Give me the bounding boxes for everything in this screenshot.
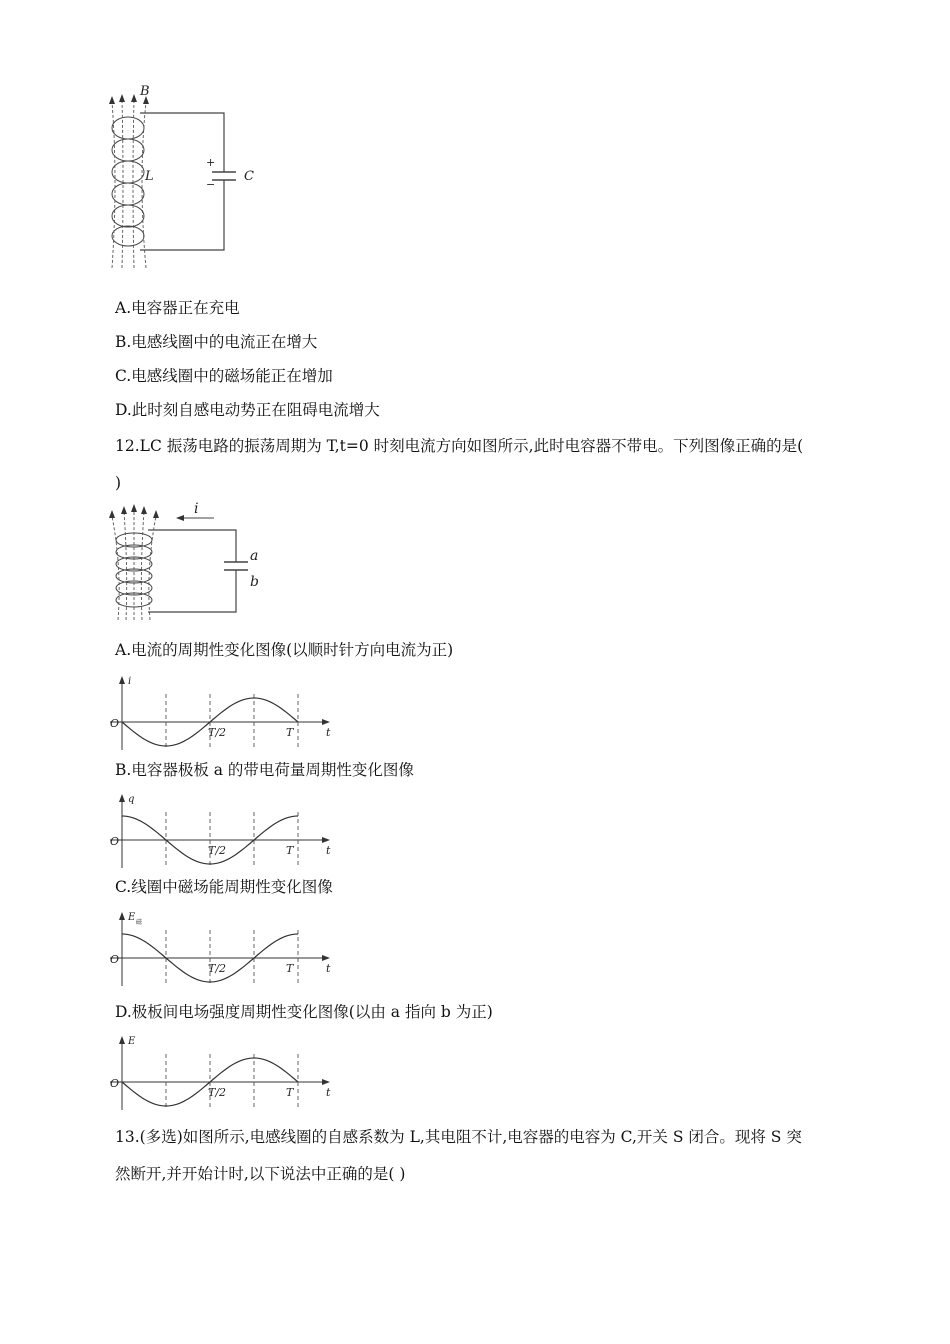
graph-c [108,906,338,988]
y-axis-arrow [119,794,125,802]
tick-label-period: T [286,726,294,739]
graph-b [108,788,338,870]
tick-label-half-period: T/2 [208,726,227,739]
y-axis-label: E [128,1036,136,1047]
q12-option-b: B.电容器极板 a 的带电荷量周期性变化图像 [115,761,414,779]
lc-circuit-figure-2 [108,498,278,623]
y-axis-arrow [119,912,125,920]
x-axis-label: t [326,1086,331,1099]
q12-stem-line2: ) [115,474,122,492]
label-a: a [250,548,259,564]
tick-label-half-period: T/2 [208,962,227,975]
tick-label-period: T [286,1086,294,1099]
x-axis-label: t [326,844,331,857]
q12-option-a: A.电流的周期性变化图像(以顺时针方向电流为正) [115,641,454,659]
x-axis-label: t [326,726,331,739]
label-B: B [140,84,150,99]
origin-label: O [110,835,120,848]
minus-sign: − [206,178,216,191]
x-axis-arrow [322,1079,330,1085]
x-axis-arrow [322,955,330,961]
lc-circuit-figure-1 [100,80,270,275]
q12-stem-line1: 12.LC 振荡电路的振荡周期为 T,t=0 时刻电流方向如图所示,此时电容器不带电。下列图像正确的是( [115,437,804,455]
origin-label: O [110,953,120,966]
x-axis-arrow [322,837,330,843]
tick-label-period: T [286,962,294,975]
q11-option-b: B.电感线圈中的电流正在增大 [115,333,318,351]
origin-label: O [110,1077,120,1090]
label-b: b [250,574,259,590]
label-C: C [244,169,254,184]
y-axis-subscript: 磁 [136,919,143,926]
q13-stem-line2: 然断开,并开始计时,以下说法中正确的是( ) [115,1165,406,1183]
tick-label-half-period: T/2 [208,844,227,857]
tick-label-half-period: T/2 [208,1086,227,1099]
y-axis-label: i [128,676,132,687]
graph-d [108,1030,338,1120]
x-axis-arrow [322,719,330,725]
graph-a [108,670,338,752]
q11-option-c: C.电感线圈中的磁场能正在增加 [115,367,333,385]
q12-option-c: C.线圈中磁场能周期性变化图像 [115,878,333,896]
y-axis-label: q [128,794,135,805]
plus-sign: + [206,156,216,169]
label-i: i [194,501,199,517]
origin-label: O [110,717,120,730]
tick-label-period: T [286,844,294,857]
q12-option-d: D.极板间电场强度周期性变化图像(以由 a 指向 b 为正) [115,1003,493,1021]
q13-stem-line1: 13.(多选)如图所示,电感线圈的自感系数为 L,其电阻不计,电容器的电容为 C,开关 S 闭合。现将 S 突 [115,1128,802,1146]
y-axis-arrow [119,676,125,684]
y-axis-arrow [119,1036,125,1044]
q11-option-d: D.此时刻自感电动势正在阻碍电流增大 [115,401,380,419]
x-axis-label: t [326,962,331,975]
y-axis-label: E [128,912,136,923]
q11-option-a: A.电容器正在充电 [115,299,240,317]
label-L: L [145,169,154,184]
